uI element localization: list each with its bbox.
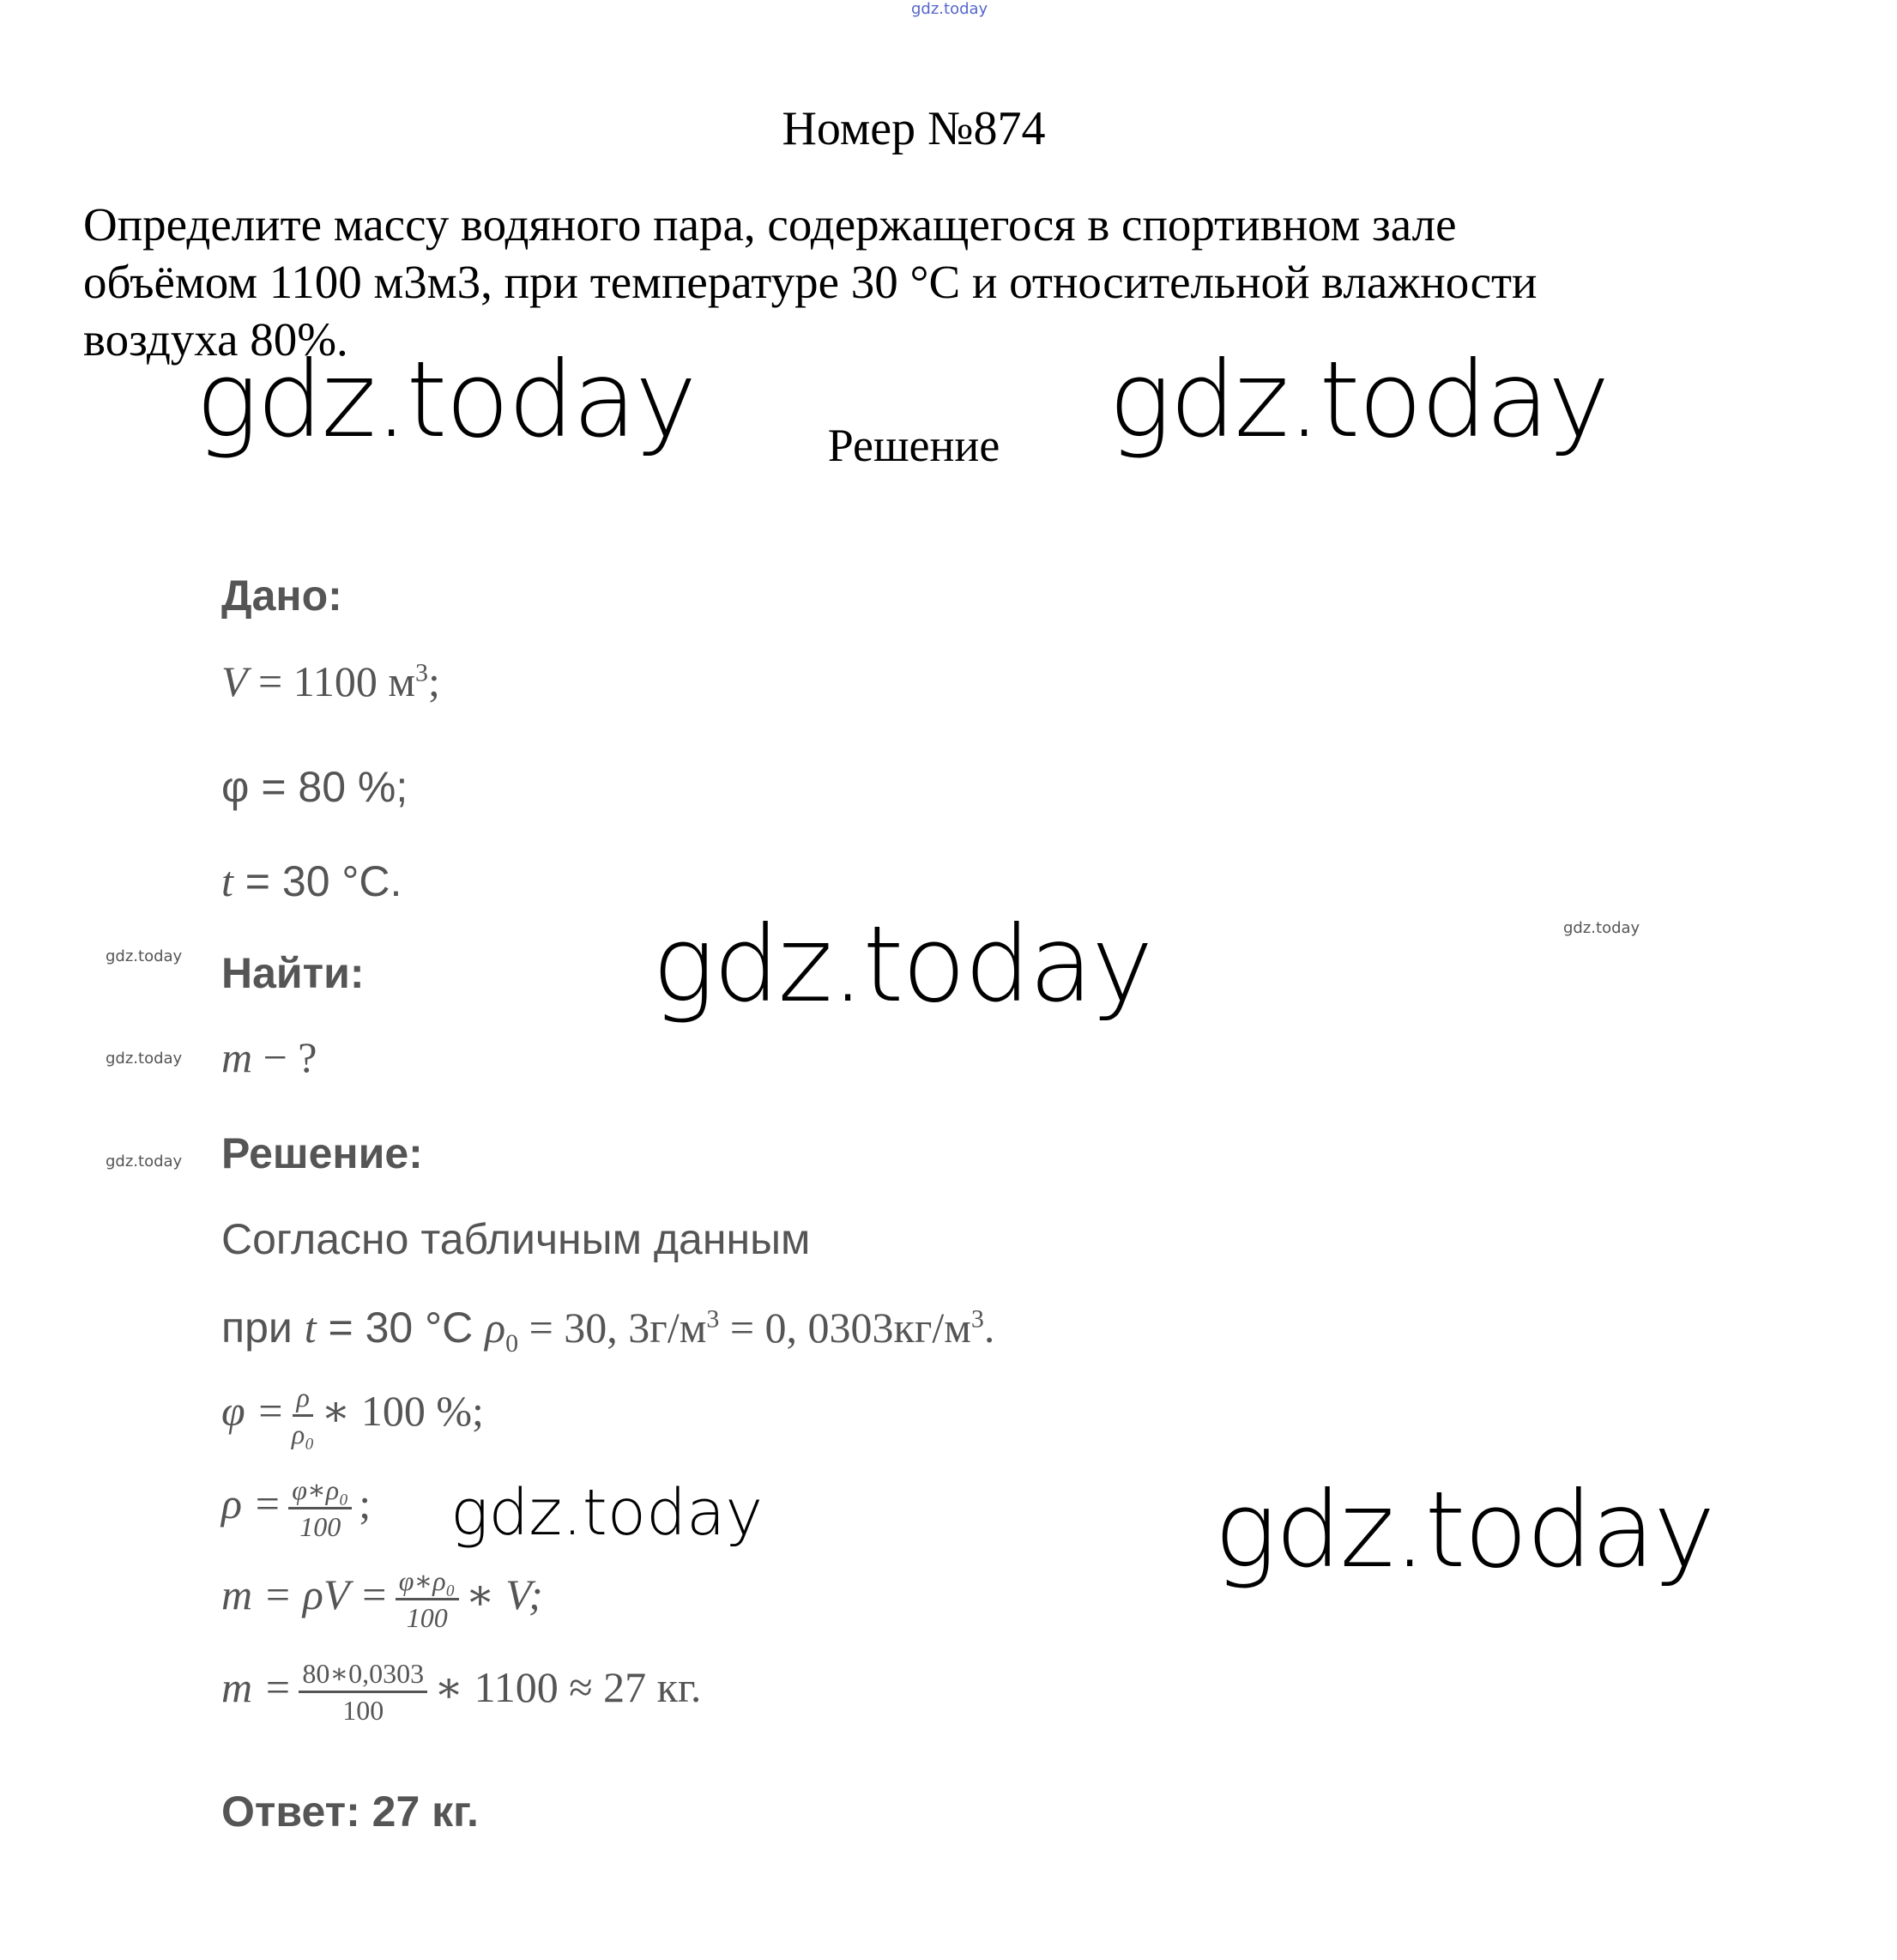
given-temperature-var: t <box>221 857 233 905</box>
f4-den: 100 <box>342 1695 384 1726</box>
find-var: m <box>221 1033 253 1081</box>
page-title: Номер №874 <box>782 102 1046 155</box>
solution-line-2 <box>221 1303 994 1358</box>
formula-humidity <box>221 1382 484 1449</box>
f1-lhs: φ = <box>221 1386 285 1435</box>
problem-line-1: Определите массу водяного пара, содержащегося в спортивном зале <box>83 198 1457 251</box>
watermark-small-left-2: gdz.today <box>106 1050 183 1068</box>
solution-label: Решение: <box>221 1129 423 1177</box>
f1-den: ρ₀ <box>291 1419 315 1449</box>
f4-lhs: m = <box>221 1662 293 1711</box>
answer-text: Ответ: 27 кг. <box>221 1788 479 1836</box>
sol2-val2: = 0, 0303кг/м <box>719 1304 971 1352</box>
sol2-pre: при <box>221 1304 305 1352</box>
sol2-mid: = 30 °C <box>316 1304 486 1352</box>
given-volume-value: = 1100 м <box>247 657 416 705</box>
sol2-t: t <box>304 1304 317 1352</box>
watermark-big-left: gdz.today <box>196 339 696 461</box>
sol2-exp1: 3 <box>706 1304 720 1334</box>
given-volume <box>221 656 440 706</box>
formula-mass <box>221 1565 543 1633</box>
watermark-small-left-1: gdz.today <box>106 947 183 965</box>
f3-num: φ∗ρ₀ <box>396 1565 459 1600</box>
given-label: Дано: <box>221 572 342 620</box>
formula-density <box>221 1474 371 1542</box>
f4-rhs: ∗ 1100 ≈ 27 кг. <box>434 1662 702 1711</box>
watermark-small-left-3: gdz.today <box>106 1152 183 1171</box>
f3-den: 100 <box>406 1602 448 1633</box>
formula-calculation <box>221 1658 701 1726</box>
given-volume-end: ; <box>428 657 440 705</box>
f2-den: 100 <box>299 1511 341 1542</box>
f2-lhs: ρ = <box>221 1479 282 1527</box>
problem-line-2: объёмом 1100 м3м3, при температуре 30 °C и относительной влажности <box>83 256 1538 308</box>
f1-rhs: ∗ 100 %; <box>321 1386 484 1435</box>
watermark-big-center: gdz.today <box>652 904 1152 1025</box>
watermark-top: gdz.today <box>911 0 988 18</box>
sol2-val: = 30, 3г/м <box>518 1304 707 1352</box>
problem-line-3: воздуха 80%. <box>83 313 348 366</box>
given-temperature-value: = 30 °C. <box>233 857 402 905</box>
sol2-end: . <box>983 1304 995 1352</box>
f3-lhs: m = ρV = <box>221 1570 389 1618</box>
sol2-sub: 0 <box>505 1329 519 1358</box>
f4-num: 80∗0,0303 <box>299 1658 427 1693</box>
find-expression <box>221 1032 317 1082</box>
given-temperature <box>221 856 402 906</box>
sol2-exp2: 3 <box>970 1304 984 1334</box>
find-rest: − ? <box>252 1033 317 1081</box>
watermark-small-right: gdz.today <box>1563 919 1640 937</box>
watermark-big-bottom-right: gdz.today <box>1214 1469 1714 1591</box>
f2-num: φ∗ρ₀ <box>288 1474 352 1509</box>
watermark-big-right: gdz.today <box>1109 339 1609 461</box>
given-volume-var: V <box>221 657 248 705</box>
given-volume-exp: 3 <box>415 658 429 687</box>
f3-rhs: ∗ V; <box>465 1570 543 1618</box>
f1-num: ρ <box>293 1382 312 1417</box>
solution-heading: Решение <box>827 420 1000 471</box>
f2-end: ; <box>359 1479 372 1527</box>
given-humidity: φ = 80 %; <box>221 763 408 811</box>
answer <box>221 1787 479 1836</box>
find-label: Найти: <box>221 949 365 997</box>
problem-statement <box>83 196 1713 368</box>
watermark-inline: gdz.today <box>450 1476 764 1550</box>
sol2-rho: ρ <box>485 1304 506 1352</box>
solution-line-1: Согласно табличным данным <box>221 1215 811 1263</box>
